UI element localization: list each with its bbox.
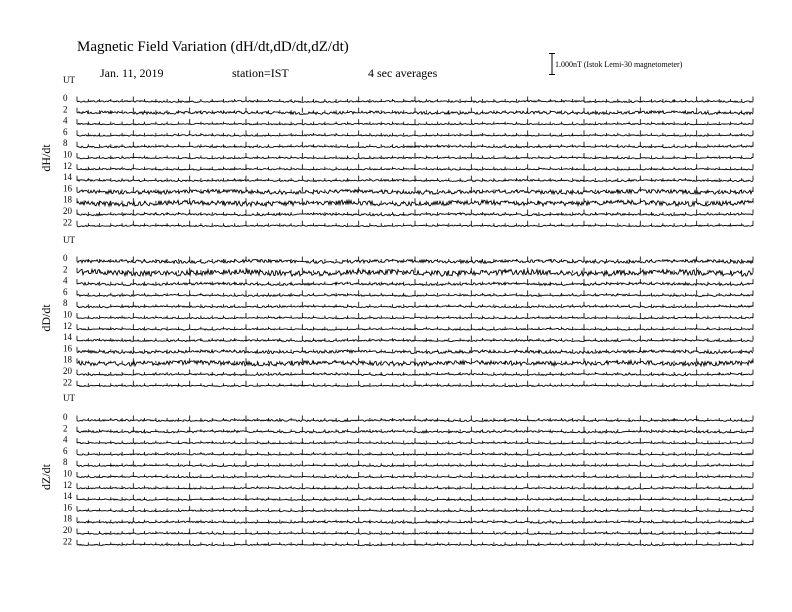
row-ticks [77, 529, 753, 534]
hour-label: 10 [63, 468, 72, 479]
row-ticks [77, 153, 753, 158]
hour-label: 14 [63, 332, 72, 343]
panel-label: dZ/dt [39, 464, 53, 490]
row-ticks [77, 540, 753, 545]
averaging-label: 4 sec averages [368, 66, 438, 80]
ut-label: UT [63, 393, 75, 403]
hour-label: 0 [63, 93, 68, 103]
hour-label: 16 [63, 183, 72, 194]
ut-label: UT [63, 235, 75, 245]
hour-label: 18 [63, 194, 72, 205]
hour-label: 4 [63, 275, 68, 286]
chart-title: Magnetic Field Variation (dH/dt,dD/dt,dZ/dt) [77, 39, 349, 55]
hour-label: 8 [63, 457, 68, 468]
hour-label: 18 [63, 513, 72, 524]
hour-label: 0 [63, 253, 68, 263]
hour-label: 2 [63, 423, 68, 434]
hour-label: 20 [63, 366, 72, 376]
hour-label: 10 [63, 309, 72, 320]
hour-label: 6 [63, 445, 68, 456]
hour-label: 20 [63, 206, 72, 216]
row-ticks [77, 416, 753, 421]
row-ticks [77, 164, 753, 169]
hour-label: 22 [63, 536, 72, 547]
scale-label: 1.000nT (Istok Lemi-30 magnetometer) [555, 60, 683, 69]
hour-label: 18 [63, 354, 72, 365]
hour-label: 12 [63, 479, 72, 490]
panel-label: dH/dt [39, 144, 53, 172]
hour-label: 14 [63, 491, 72, 502]
row-ticks [77, 449, 753, 454]
hour-label: 16 [63, 502, 72, 513]
hour-label: 22 [63, 377, 72, 388]
trace-line [77, 340, 753, 342]
hour-label: 10 [63, 149, 72, 160]
hour-label: 8 [63, 298, 68, 309]
row-ticks [77, 130, 753, 135]
hour-label: 8 [63, 138, 68, 149]
hour-label: 4 [63, 115, 68, 126]
ut-label: UT [63, 75, 75, 85]
hour-label: 0 [63, 412, 68, 422]
hour-label: 16 [63, 343, 72, 354]
row-ticks [77, 427, 753, 432]
panel-label: dD/dt [39, 304, 53, 332]
row-ticks [77, 461, 753, 466]
hour-label: 2 [63, 104, 68, 115]
hour-label: 22 [63, 217, 72, 228]
hour-label: 4 [63, 434, 68, 445]
hour-label: 2 [63, 264, 68, 275]
hour-label: 12 [63, 320, 72, 331]
hour-label: 12 [63, 160, 72, 171]
station-label: station=IST [232, 66, 289, 80]
row-ticks [77, 176, 753, 181]
date-label: Jan. 11, 2019 [100, 66, 164, 80]
row-ticks [77, 268, 753, 273]
hour-label: 20 [63, 525, 72, 535]
hour-label: 14 [63, 172, 72, 183]
hour-label: 6 [63, 286, 68, 297]
row-ticks [77, 324, 753, 329]
row-ticks [77, 495, 753, 500]
hour-label: 6 [63, 126, 68, 137]
row-ticks [77, 517, 753, 522]
